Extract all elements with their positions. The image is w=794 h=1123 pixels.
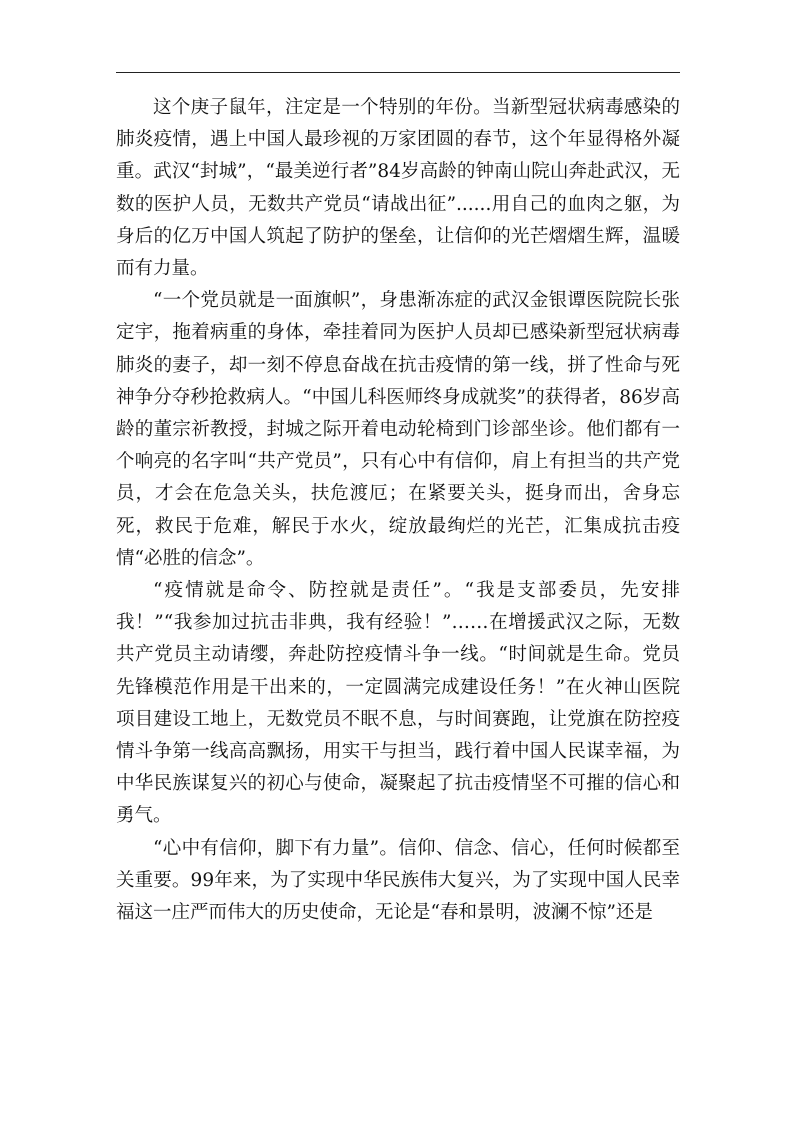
paragraph-2: “一个党员就是一面旗帜”，身患渐冻症的武汉金银谭医院院长张定宇，拖着病重的身体，牵挂着同为医护人员却已感染新型冠状病毒肺炎的妻子，却一刻不停息奋战在抗击疫情的第一线，拼了性命与死神争分夺秒抢救病人。“中国儿科医师终身成就奖”的获得者，86岁高龄的董宗祈教授，封城之际开着电动轮椅到门诊部坐诊。他们都有一个响亮的名字叫“共产党员”，只有心中有信仰，肩上有担当的共产党员，才会在危急关头，扶危渡厄；在紧要关头，挺身而出，舍身忘死，救民于危难，解民于水火，绽放最绚烂的光芒，汇集成抗击疫情“必胜的信念”。: [116, 290, 680, 569]
paragraph-1: 这个庚子鼠年，注定是一个特别的年份。当新型冠状病毒感染的肺炎疫情，遇上中国人最珍视的万家团圆的春节，这个年显得格外凝重。武汉“封城”，“最美逆行者”84岁高龄的钟南山院山奔赴武汉，无数的医护人员，无数共产党员“请战出征”......用自己的血肉之躯，为身后的亿万中国人筑起了防护的堡垒，让信仰的光芒熠熠生辉，温暖而有力量。: [116, 97, 680, 280]
paragraph-4: “心中有信仰，脚下有力量”。信仰、信念、信心，任何时候都至关重要。99年来，为了实现中华民族伟大复兴，为了实现中国人民幸福这一庄严而伟大的历史使命，无论是“春和景明，波澜不惊”还是: [116, 837, 680, 924]
header-rule: [116, 72, 680, 73]
document-body: [116, 92, 680, 929]
paragraph-3: “疫情就是命令、防控就是责任”。“我是支部委员，先安排我！”“我参加过抗击非典，我有经验！”……在增援武汉之际，无数共产党员主动请缨，奔赴防控疫情斗争一线。“时间就是生命。党员先锋模范作用是干出来的，一定圆满完成建设任务！”在火神山医院项目建设工地上，无数党员不眠不息，与时间赛跑，让党旗在防控疫情斗争第一线高高飘扬，用实干与担当，践行着中国人民谋幸福，为中华民族谋复兴的初心与使命，凝聚起了抗击疫情坚不可摧的信心和勇气。: [116, 580, 680, 827]
